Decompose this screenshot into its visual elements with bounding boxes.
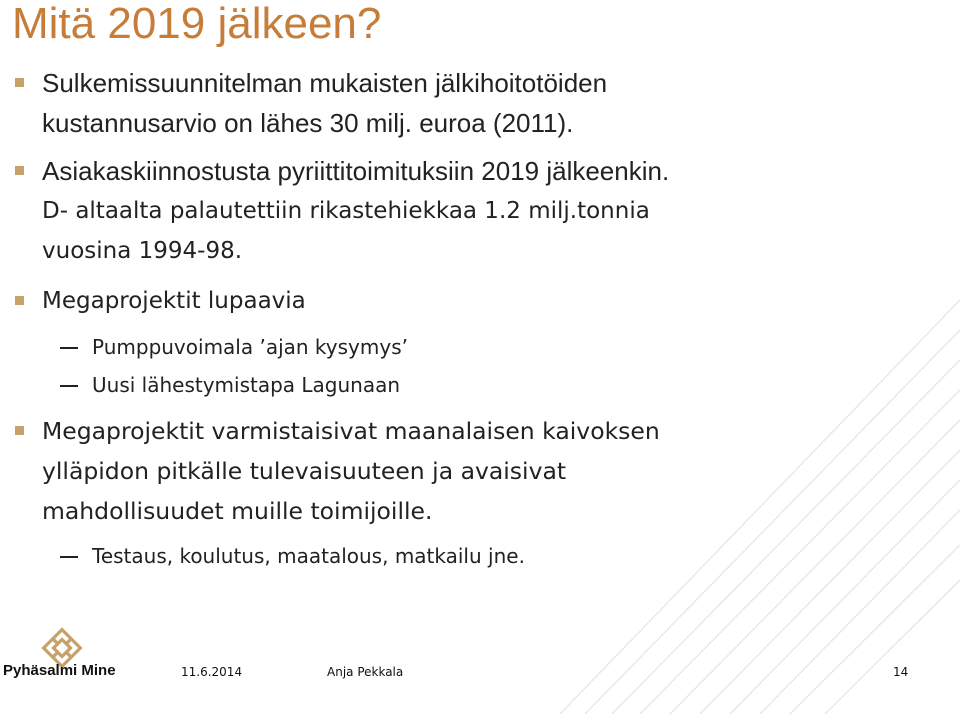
dash-bullet-icon	[60, 347, 78, 349]
sub-bullet-4-1: Testaus, koulutus, maatalous, matkailu jne.	[92, 544, 525, 568]
bullet-2-line-1: Asiakaskiinnostusta pyriittitoimituksiin 2019 jälkeenkin.	[42, 156, 670, 186]
dash-bullet-icon	[60, 385, 78, 387]
bullet-4-line-1: Megaprojektit varmistaisivat maanalaisen kaivoksen	[42, 417, 660, 445]
bullet-1	[42, 63, 607, 143]
square-bullet-icon	[15, 296, 24, 305]
bullet-4-line-2: ylläpidon pitkälle tulevaisuuteen ja avaisivat	[42, 457, 567, 485]
bullet-2-line-3: vuosina 1994-98.	[42, 238, 243, 264]
bullet-2-line-2: D- altaalta palautettiin rikastehiekkaa 1.2 milj.tonnia	[42, 198, 650, 224]
sub-bullet-3-2: Uusi lähestymistapa Lagunaan	[92, 373, 401, 397]
sub-bullet-3-1: Pumppuvoimala ’ajan kysymys’	[92, 335, 408, 359]
square-bullet-icon	[15, 426, 24, 435]
bullet-2	[42, 151, 669, 271]
dash-bullet-icon	[60, 556, 78, 558]
bullet-1-line-1: Sulkemissuunnitelman mukaisten jälkihoitotöiden	[42, 68, 608, 98]
square-bullet-icon	[15, 166, 24, 175]
bullet-3	[42, 281, 306, 321]
bullet-4	[42, 411, 660, 531]
slide-title: Mitä 2019 jälkeen?	[12, 0, 382, 48]
bullet-1-line-2: kustannusarvio on lähes 30 milj. euroa (2011).	[42, 108, 574, 138]
square-bullet-icon	[15, 78, 24, 87]
footer-author: Anja Pekkala	[327, 665, 404, 679]
bullet-4-line-3: mahdollisuudet muille toimijoille.	[42, 497, 433, 525]
footer-date: 11.6.2014	[181, 665, 243, 679]
bullet-3-line-1: Megaprojektit lupaavia	[42, 288, 306, 314]
footer-page-number: 14	[893, 665, 909, 679]
company-logo-text: Pyhäsalmi Mine	[3, 662, 116, 679]
